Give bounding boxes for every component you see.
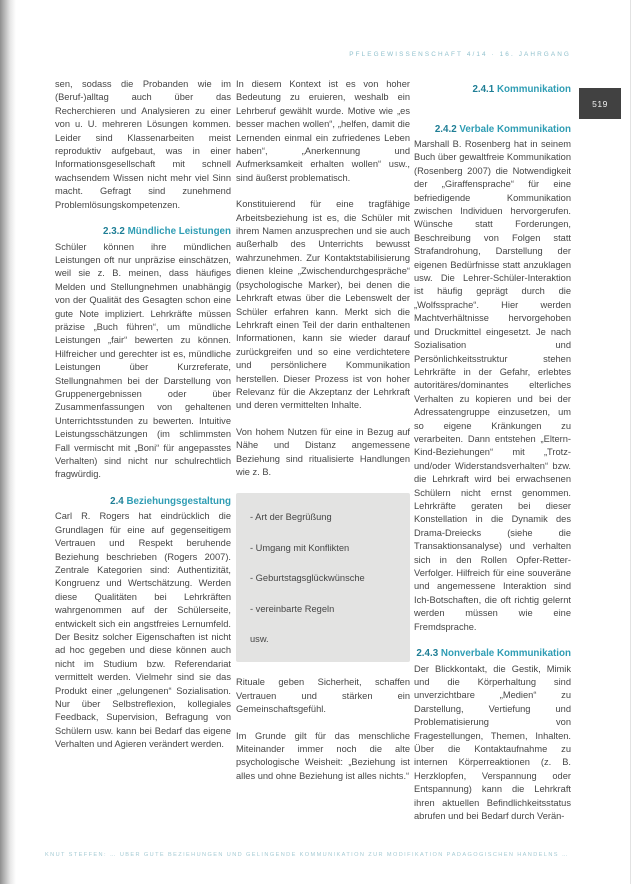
section-number: 2.4.2 <box>434 123 457 135</box>
page-edge-line <box>630 0 631 884</box>
column-left <box>55 78 231 765</box>
paragraph: Von hohem Nutzen für eine in Bezug auf Nähe und Distanz angemessene Beziehung sind ritualisierte Handlungen wie z. B. <box>236 426 410 477</box>
section-number: 2.4.1 <box>472 84 495 95</box>
page-number-tab <box>579 88 621 119</box>
footer-running-title: KNUT STEFFEN: … ÜBER GUTE BEZIEHUNGEN UND GELINGENDE KOMMUNIKATION ZUR MODIFIKATION PÄDAGOGISCHEN HANDELNS … <box>45 852 569 858</box>
paragraph: Carl R. Rogers hat eindrücklich die Grundlagen für eine auf gegenseitigem Vertrauen und Respekt beruhende Beziehung beschrieben (Rogers 2007). Zentrale Kategorien sind: Authentizität, Kongruenz und Wertschätzung. Werden diese Qualitäten bei Lehrkräften wahrgenommen auf der Schülerseite, entwickelt sich ein angstfreies Lernumfeld. Der Besitz solcher Eigenschaften ist nicht ad hoc gegeben und diese können auch nicht im Studium bzw. Referendariat vermittelt werden. Vielmehr sind sie das Produkt einer „gelungenen“ Sozialisation. Nur über Selbstreflexion, kollegiales Feedback, Supervision, Befragung von Schülern usw. kann bei Bedarf das eigene Verhalten und Agieren verändert werden. <box>55 511 231 750</box>
list-item: usw. <box>250 634 269 644</box>
section-number: 2.4 <box>110 495 124 507</box>
section-heading-muendliche-leistungen <box>55 226 231 239</box>
paragraph: Konstituierend für eine tragfähige Arbeitsbeziehung ist es, die Schüler mit ihrem Namen anzusprechen und sie auch außerhalb des Unterrichts bewusst wahrzunehmen. Zur Kontaktstabilisierung dienen kleine „Zwischendurchgespräche“ (psychologische Marker), bei denen die Lehrkraft etwas über die Lebenswelt der Schüler erfahren kann. Merkt sich die Lehrkraft einen Teil der darin enthaltenen Informationen, kann sie wieder darauf zurückgreifen und so eine verdichtetere und persönlichere Kommunikation herstellen. Dieser Prozess ist von hoher Relevanz für die Akzeptanz der Lehrkraft und deren vermittelten Inhalte. <box>236 199 410 411</box>
section-heading-kommunikation <box>414 84 571 97</box>
paragraph: Der Blickkontakt, die Gestik, Mimik und die Körperhaltung sind unverzichtbare „Medien“ zu Darstellung, Vertiefung und Problematisierung von Fragestellungen, Themen, Inhalten. Über die Kontaktaufnahme zu internen Körperreaktionen (z. B. Herzklopfen, Verspannung oder Entspannung) kann die Lehrkraft ihren aktuellen Befindlichkeitsstatus abrufen und bei Bedarf durch Verän- <box>414 663 571 821</box>
section-heading-verbale-kommunikation <box>414 124 571 137</box>
section-title: Beziehungsgestaltung <box>126 495 231 507</box>
paragraph: Rituale geben Sicherheit, schaffen Vertrauen und stärken ein Gemeinschaftsgefühl. <box>236 677 410 715</box>
list-item: - Art der Begrüßung <box>250 512 332 523</box>
paragraph: Marshall B. Rosenberg hat in seinem Buch über gewaltfreie Kommunikation (Rosenberg 2007) die Notwendigkeit der „Giraffensprache“ für eine befriedigende Kommunikation zwischen Individuen hervorgerufen. Wünsche statt Forderungen, Beschreibung von Folgen statt Strafandrohung, Darstellung der eigenen Bedürfnisse statt anzuklagen usw. Die Lehrer-Schüler-Interaktion ist häufig geprägt durch die „Wolfssprache“. Hier werden Machtverhältnisse hervorgehoben und Druckmittel eingesetzt. Je nach Sozialisation und Persönlichkeitsstruktur stehen Lehrkräfte in der Gefahr, erlebtes autoritäres/dominantes elterliches Verhalten zu kopieren und bei der Adressatengruppe einzusetzen, um so eigene Kränkungen zu verarbeiten. Dann entstehen „Eltern-Kind-Beziehungen“ mit „Trotz- und/oder Widerstandsverhalten“ bzw. die Lehrkraft wird bei erwachsenen Schülern nicht ernst genommen. Lehrkräfte geraten bei dieser Konstellation in die Dynamik des Drama-Dreiecks (siehe die Transaktionsanalyse) und verhalten sich in den Rollen Opfer-Retter-Verfolger. Hilfreich für eine souveräne und angemessene Interaktion sind Ich-Botschaften, die oft richtig gelernt werden müssen wie eine Fremdsprache. <box>414 139 571 632</box>
scan-edge-shadow <box>0 0 16 884</box>
column-middle <box>236 78 410 796</box>
section-title: Nonverbale Kommunikation <box>440 648 571 660</box>
paragraph: In diesem Kontext ist es von hoher Bedeutung zu eruieren, weshalb ein Lehrberuf gewählt wurde. Motive wie „es besser machen wollen“, „helfen, damit die Lernenden einmal ein zufriedenes Leben haben“, „Anerkennung und Aufmerksamkeit erhalten wollen“ usw., sind äußerst problematisch. <box>236 79 410 183</box>
section-heading-beziehungsgestaltung <box>55 496 231 509</box>
list-item: - vereinbarte Regeln <box>250 603 335 614</box>
paragraph: Schüler können ihre mündlichen Leistungen oft nur unpräzise einschätzen, weil sie z. B. meinen, dass häufiges Melden und Stellungnehmen unabhängig von der Qualität des Gesagten schon eine gute Note impliziert. Lehrkräfte müssen präzise „Buch führen“, um mündliche Leistungen „fair“ bewerten zu können. Hilfreicher und gerechter ist es, mündliche Leistungen über Kurzreferate, Stellungnahmen bei der Darstellung von Gruppenergebnissen oder über Zusammenfassungen von gehaltenen Unterrichtsstunden zu bewerten. Intuitive Leistungsschätzungen (im schlimmsten Fall vermischt mit „Boni“ für angepasstes Verhalten) sind nicht nur schulrechtlich fragwürdig. <box>55 241 231 480</box>
list-item: - Geburtstagsglückwünsche <box>250 573 365 584</box>
page-number: 519 <box>592 98 608 109</box>
section-heading-nonverbale-kommunikation <box>414 648 571 661</box>
section-title: Mündliche Leistungen <box>127 226 231 238</box>
section-title: Kommunikation <box>496 84 571 95</box>
section-number: 2.4.3 <box>416 648 439 660</box>
list-item: - Umgang mit Konflikten <box>250 542 350 553</box>
section-title: Verbale Kommunikation <box>459 123 571 135</box>
column-right <box>414 78 571 836</box>
paragraph: sen, sodass die Probanden wie im (Beruf-)alltag auch über das Recherchieren und Analysieren zu einer von u. U. mehreren Lösungen kommen. Leider sind Klassenarbeiten meist reproduktiv aufgebaut, was in einer Informationsgesellschaft mit schnell wachsendem Wissen nicht mehr viel Sinn macht. Gefragt sind zunehmend Problemlösungskompetenzen. <box>55 79 231 210</box>
journal-header: PFLEGEWISSENSCHAFT 4/14 · 16. JAHRGANG <box>349 51 571 58</box>
section-number: 2.3.2 <box>103 226 125 238</box>
paragraph: Im Grunde gilt für das menschliche Miteinander immer noch die alte psychologische Weisheit: „Beziehung ist alles und ohne Beziehung ist alles nichts.“ <box>236 730 410 781</box>
ritual-list-box <box>236 493 410 662</box>
